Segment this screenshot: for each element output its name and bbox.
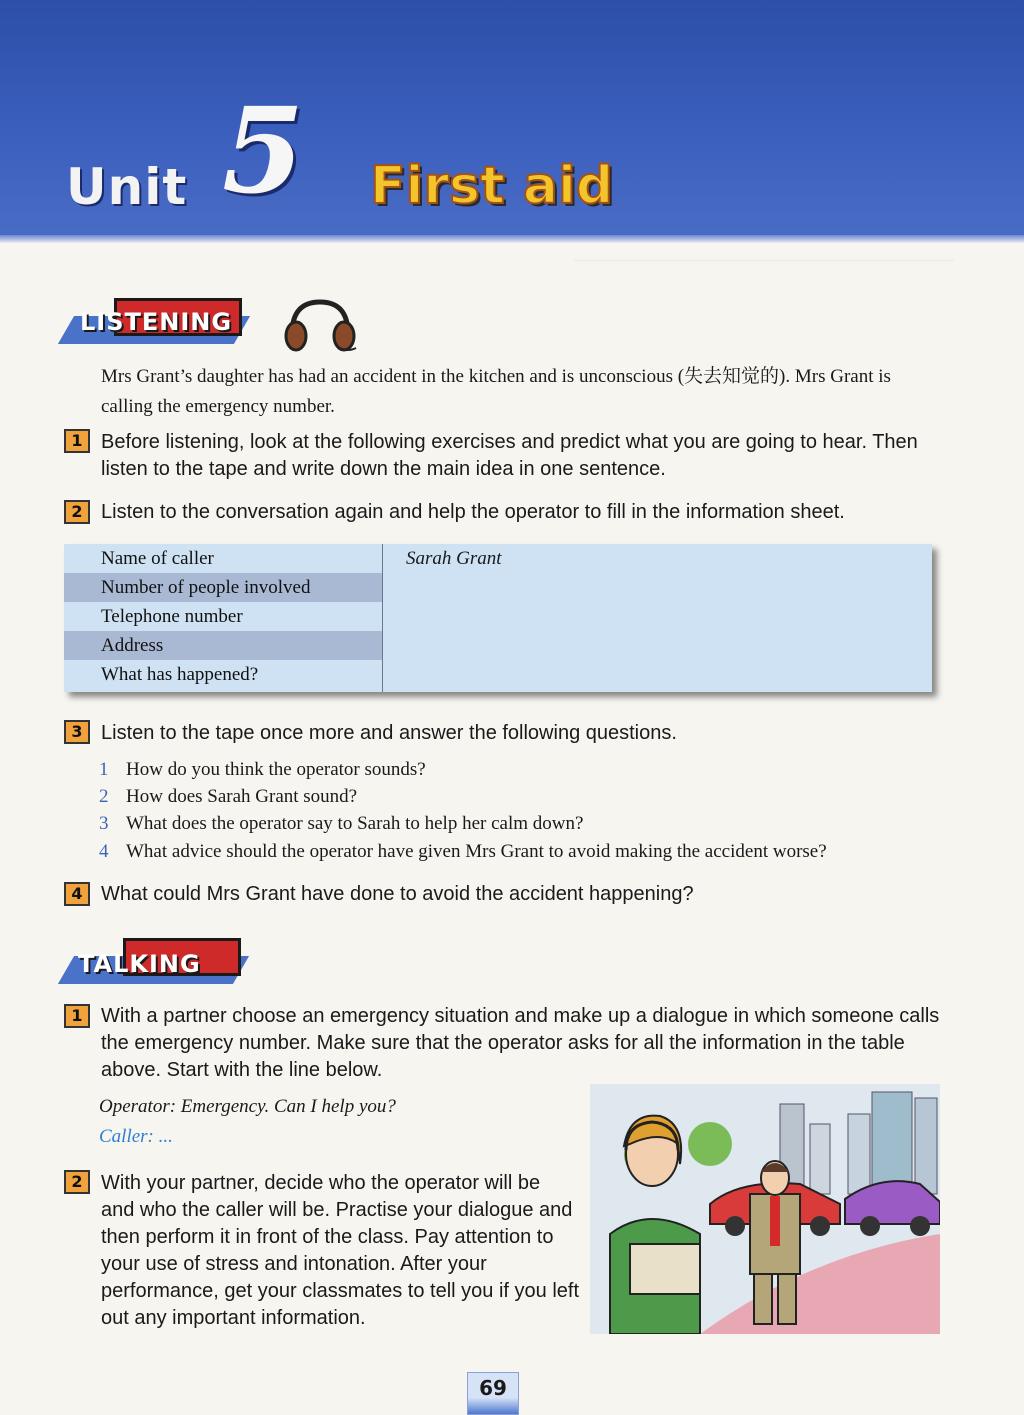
task-number: 4 bbox=[64, 882, 90, 906]
sheet-label: Number of people involved bbox=[101, 577, 311, 598]
listening-task-1: Before listening, look at the following exercises and predict what you are going to hear. Then listen to the tape and write down the main idea in one sentence. bbox=[101, 431, 918, 480]
question-item bbox=[99, 839, 959, 865]
listening-banner bbox=[66, 298, 242, 344]
page-number: 69 bbox=[467, 1372, 519, 1415]
sheet-label: Address bbox=[101, 635, 164, 656]
operator-line: Operator: Emergency. Can I help you? bbox=[99, 1096, 396, 1117]
sheet-row bbox=[64, 660, 932, 689]
listening-intro: Mrs Grant’s daughter has had an accident in the kitchen and is unconscious (失去知觉的). Mrs Grant is calling the emergency number. bbox=[101, 366, 891, 417]
caller-line: Caller: ... bbox=[99, 1126, 173, 1147]
information-sheet bbox=[64, 544, 932, 692]
talking-task-2: With your partner, decide who the operator will be and who the caller will be. Practise your dialogue and then perform it in front of the class. Pay attention to your use of stress and intonation. After your performance, get your classmates to tell you if you left out any important information. bbox=[101, 1172, 579, 1329]
talking-banner bbox=[66, 938, 241, 984]
listening-task-4: What could Mrs Grant have done to avoid the accident happening? bbox=[101, 883, 694, 905]
unit-title: First aid bbox=[370, 156, 614, 216]
question-item bbox=[99, 811, 583, 837]
task-number: 2 bbox=[64, 500, 90, 524]
sheet-label: Name of caller bbox=[101, 548, 214, 569]
question-text: How does Sarah Grant sound? bbox=[126, 786, 358, 807]
listening-task-3: Listen to the tape once more and answer the following questions. bbox=[101, 722, 677, 744]
question-text: What advice should the operator have given Mrs Grant to avoid making the accident worse? bbox=[126, 841, 827, 862]
question-text: What does the operator say to Sarah to help her calm down? bbox=[126, 813, 584, 834]
bleed-through bbox=[574, 250, 954, 261]
listening-banner-text: LISTENING bbox=[80, 308, 233, 336]
sheet-divider bbox=[382, 544, 383, 692]
question-number: 4 bbox=[99, 841, 109, 862]
sheet-row bbox=[64, 544, 932, 573]
sheet-label: Telephone number bbox=[101, 606, 243, 627]
sheet-row bbox=[64, 573, 932, 602]
question-number: 3 bbox=[99, 813, 109, 834]
question-number: 1 bbox=[99, 759, 109, 780]
headphones-icon bbox=[282, 298, 358, 354]
sheet-label: What has happened? bbox=[101, 664, 259, 685]
task-number: 3 bbox=[64, 720, 90, 744]
question-item bbox=[99, 784, 357, 810]
sheet-value: Sarah Grant bbox=[406, 548, 502, 569]
talking-banner-text: TALKING bbox=[78, 950, 201, 978]
sheet-row bbox=[64, 602, 932, 631]
unit-number: 5 bbox=[222, 81, 305, 220]
sheet-row bbox=[64, 631, 932, 660]
question-item bbox=[99, 757, 426, 783]
task-number: 2 bbox=[64, 1170, 90, 1194]
task-number: 1 bbox=[64, 429, 90, 453]
emergency-call-illustration bbox=[590, 1084, 940, 1334]
question-number: 2 bbox=[99, 786, 109, 807]
task-number: 1 bbox=[64, 1004, 90, 1028]
listening-task-2: Listen to the conversation again and help the operator to fill in the information sheet. bbox=[101, 501, 845, 523]
header-rule bbox=[0, 235, 1024, 243]
talking-task-1: With a partner choose an emergency situation and make up a dialogue in which someone calls the emergency number. Make sure that the operator asks for all the information in the table above. Start with the line below. bbox=[101, 1005, 940, 1081]
unit-label: Unit bbox=[66, 158, 188, 216]
question-text: How do you think the operator sounds? bbox=[126, 759, 426, 780]
unit-header bbox=[0, 0, 1024, 240]
